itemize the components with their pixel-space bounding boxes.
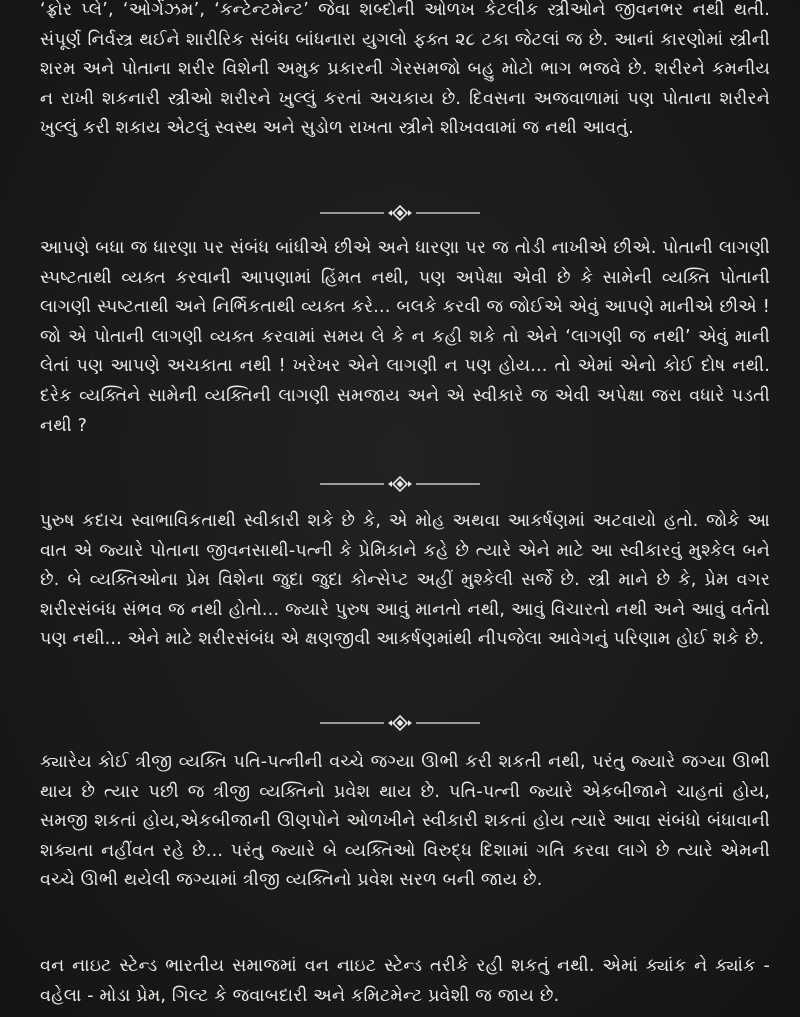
paragraph-4: ક્યારેય કોઈ ત્રીજી વ્યક્તિ પતિ-પત્નીની વચ્ચે જગ્યા ઊભી કરી શકતી નથી, પરંતુ જ્યારે જગ્યા ઊભી થાય છે ત્યાર પછી જ ત્રીજી વ્યક્તિનો પ્રવેશ થાય છે. પતિ-પત્ની જ્યારે એકબીજાને ચાહતાં હોય, સમજી શકતાં હોય,એકબીજાની ઊણપોને ઓળખીને સ્વીકારી શકતાં હોય ત્યારે આવા સંબંધો બંધાવાની શક્યતા નહીંવત રહે છે... પરંતુ જ્યારે બે વ્યક્તિઓ વિરુદ્ધ દિશામાં ગતિ કરવા લાગે છે ત્યારે એમની વચ્ચે ઊભી થયેલી જગ્યામાં ત્રીજી વ્યક્તિનો પ્રવેશ સરળ બની જાય છે. [40, 752, 770, 891]
paragraph-3: પુરુષ કદાચ સ્વાભાવિકતાથી સ્વીકારી શકે છે કે, એ મોહ અથવા આકર્ષણમાં અટવાયો હતો. જોકે આ વાત એ જ્યારે પોતાના જીવનસાથી-પત્ની કે પ્રેમિકાને કહે છે ત્યારે એને માટે આ સ્વીકારવું મુશ્કેલ બને છે. બે વ્યક્તિઓના પ્રેમ વિશેના જુદા જુદા કોન્સેપ્ટ અહીં મુશ્કેલી સર્જે છે. સ્ત્રી માને છે કે, પ્રેમ વગર શરીરસંબંધ સંભવ જ નથી હોતો... જ્યારે પુરુષ આવું માનતો નથી, આવું વિચારતો નથી અને આવું વર્તતો પણ નથી... એને માટે શરીરસંબંધ એ ક્ષણજીવી આકર્ષણમાંથી નીપજેલા આવેગનું પરિણામ હોઈ શકે છે. [40, 511, 770, 650]
diamond-divider-icon [320, 714, 480, 732]
diamond-divider-icon [320, 204, 480, 222]
paragraph-5: વન નાઇટ સ્ટેન્ડ ભારતીય સમાજમાં વન નાઇટ સ્ટેન્ડ તરીકે રહી શકતું નથી. એમાં ક્યાંક ને ક્યાંક - વહેલા - મોડા પ્રેમ, ગિલ્ટ કે જવાબદારી અને કમિટમેન્ટ પ્રવેશી જ જાય છે. [40, 956, 770, 1006]
diamond-divider-icon [320, 475, 480, 493]
paragraph-2: આપણે બધા જ ધારણા પર સંબંધ બાંધીએ છીએ અને ધારણા પર જ તોડી નાખીએ છીએ. પોતાની લાગણી સ્પષ્ટતાથી વ્યક્ત કરવાની આપણામાં હિંમત નથી, પણ અપેક્ષા એવી છે કે સામેની વ્યક્તિ પોતાની લાગણી સ્પષ્ટતાથી અને નિર્ભિકતાથી વ્યક્ત કરે... બલકે કરવી જ જોઈએ એવું આપણે માનીએ છીએ ! જો એ પોતાની લાગણી વ્યક્ત કરવામાં સમય લે કે ન કહી શકે તો એને ‘લાગણી જ નથી’ એવું માની લેતાં પણ આપણે અચકાતા નથી ! ખરેખર એને લાગણી ન પણ હોય... તો એમાં એનો કોઈ દોષ નથી. દરેક વ્યક્તિને સામેની વ્યક્તિની લાગણી સમજાય અને એ સ્વીકારે જ એવી અપેક્ષા જરા વધારે પડતી નથી ? [40, 238, 770, 436]
paragraph-1: ‘ફ્રોર પ્લે’, ‘ઓર્ગેઝમ’, ‘કન્ટેન્ટમેન્ટ’ જેવા શબ્દોની ઓળખ કેટલીક સ્ત્રીઓને જીવનભર નથી થતી. સંપૂર્ણ નિર્વસ્ત્ર થઈને શારીરિક સંબંધ બાંધનારા યુગલો ફક્ત ૨૮ ટકા જેટલાં જ છે. આનાં કારણોમાં સ્ત્રીની શરમ અને પોતાના શરીર વિશેની અમુક પ્રકારની ગેરસમજો બહુ મોટો ભાગ ભજવે છે. શરીરને કમનીય ન રાખી શકનારી સ્ત્રીઓ શરીરને ખુલ્લું કરતાં અચકાય છે. દિવસના અજવાળામાં પણ પોતાના શરીરને ખુલ્લું કરી શકાય એટલું સ્વસ્થ અને સુડોળ રાખતા સ્ત્રીને શીખવવામાં જ નથી આવતું. [40, 0, 770, 139]
